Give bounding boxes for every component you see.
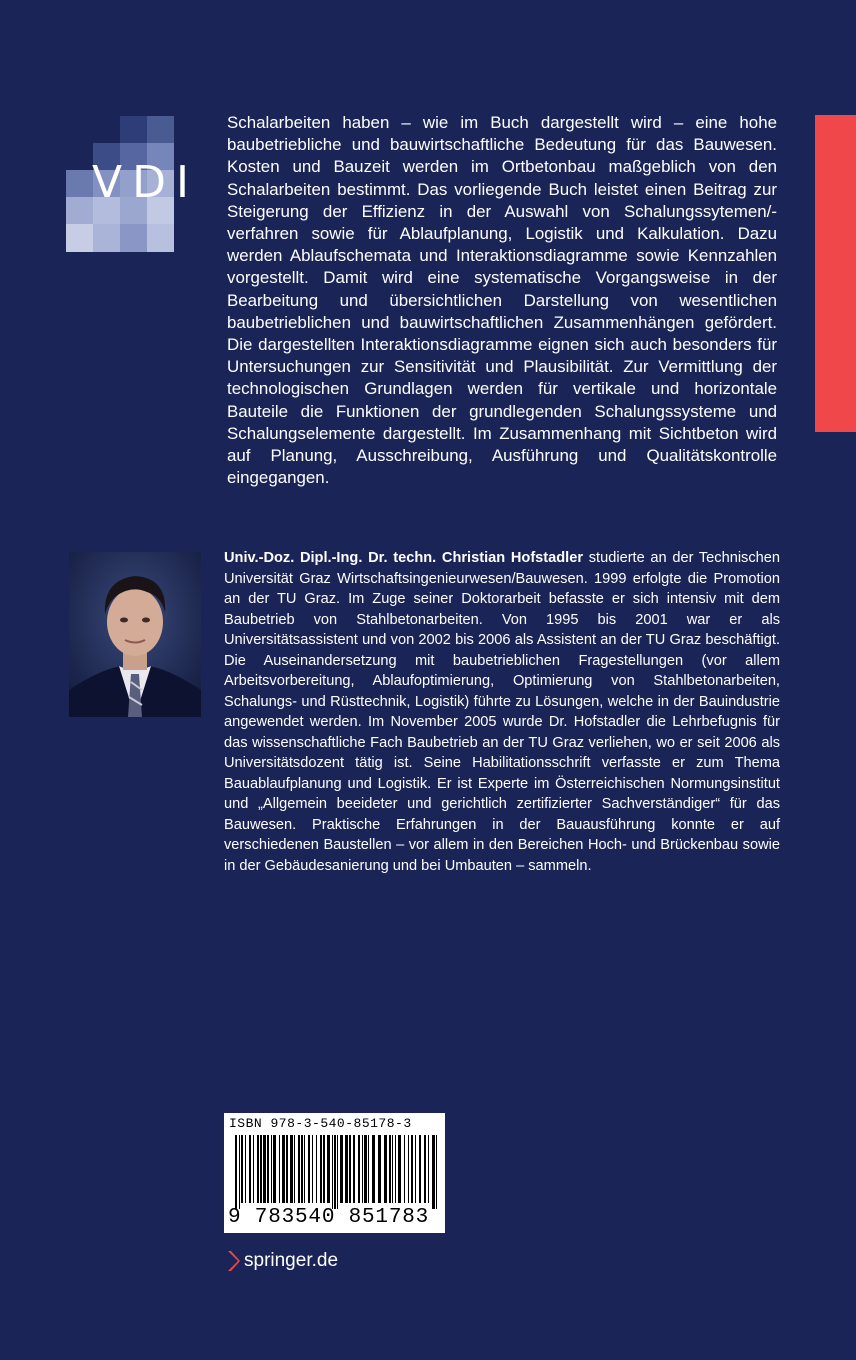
publisher-link[interactable] bbox=[226, 1249, 338, 1273]
book-description: Schalarbeiten haben – wie im Buch dargestellt wird – eine hohe baubetriebliche und bauwirtschaftliche Bedeutung für das Bauwesen. Kosten und Bauzeit werden im Ortbetonbau maßgeblich von den Schalarbeiten bestimmt. Das vorliegende Buch leistet einen Beitrag zur Steigerung der Effizienz in der Auswahl von Schalungssytemen/-verfahren sowie für Ablaufplanung, Logistik und Kalkulation. Dazu werden Ablaufschemata und Interaktionsdiagramme sowie Kennzahlen vorgestellt. Damit wird eine systematische Vorgangsweise in der Bearbeitung und übersichtlichen Darstellung von wesentlichen baubetrieblichen und bauwirtschaftlichen Zusammenhängen gefördert. Die dargestellten Interaktionsdiagramme eignen sich auch besonders für Untersuchungen zur Sensitivität und Plausibilität. Zur Vermittlung der technologischen Grundlagen werden für vertikale und horizontale Bauteile die Funktionen der grundlegenden Schalungssysteme und Schalungselemente dargestellt. Im Zusammenhang mit Sichtbeton wird auf Planung, Ausschreibung, Ausführung und Qualitätskontrolle eingegangen. bbox=[227, 113, 777, 488]
author-bio bbox=[224, 548, 780, 876]
barcode-bars-icon bbox=[235, 1135, 439, 1209]
ean-number: 9 783540 851783 bbox=[228, 1206, 430, 1229]
isbn-label: ISBN 978-3-540-85178-3 bbox=[229, 1116, 412, 1131]
publisher-url: springer.de bbox=[244, 1250, 339, 1271]
springer-chevron-icon bbox=[226, 1250, 240, 1272]
vdi-logo-text: VDI bbox=[92, 157, 199, 208]
author-bio-text: studierte an der Technischen Universität Graz Wirtschaftsingenieurwesen/Bauwesen. 1999 erfolgte die Promotion an der TU Graz. Im Zuge seiner Doktorarbeit befasste er sich intensiv mit dem Baubetrieb von Stahlbetonarbeiten. Von 1995 bis 2001 war er als Universitätsassistent und von 2002 bis 2006 als Assistent an der TU Graz beschäftigt. Die Auseinandersetzung mit baubetrieblichen Fragestellungen (vor allem Arbeitsvorbereitung, Ablaufoptimierung, Optimierung von Stahlbetonarbeiten, Schalungs- und Rüsttechnik, Logistik) führte zu Lösungen, welche in der Bauindustrie angewendet werden. Im November 2005 wurde Dr. Hofstadler die Lehrbefugnis für das wissenschaftliche Fach Baubetrieb an der TU Graz verliehen, wo er seit 2006 als Universitätsdozent tätig ist. Seine Habilitationsschrift verfasste er zum Thema Bauablaufplanung und Logistik. Er ist Experte im Österreichischen Normungsinstitut und „Allgemein beeideter und gerichtlich zertifizierter Sachverständiger“ für das Bauwesen. Praktische Erfahrungen in der Bauausführung konnte er auf verschiedenen Baustellen – vor allem in den Bereichen Hoch- und Brückenbau sowie in der Gebäudesanierung und bei Umbauten – sammeln. bbox=[224, 550, 781, 874]
author-name: Univ.-Doz. Dipl.-Ing. Dr. techn. Christian Hofstadler bbox=[224, 550, 584, 566]
accent-stripe bbox=[815, 115, 856, 432]
isbn-barcode bbox=[224, 1113, 445, 1233]
author-photo-icon bbox=[69, 552, 201, 717]
author-portrait bbox=[69, 552, 201, 717]
